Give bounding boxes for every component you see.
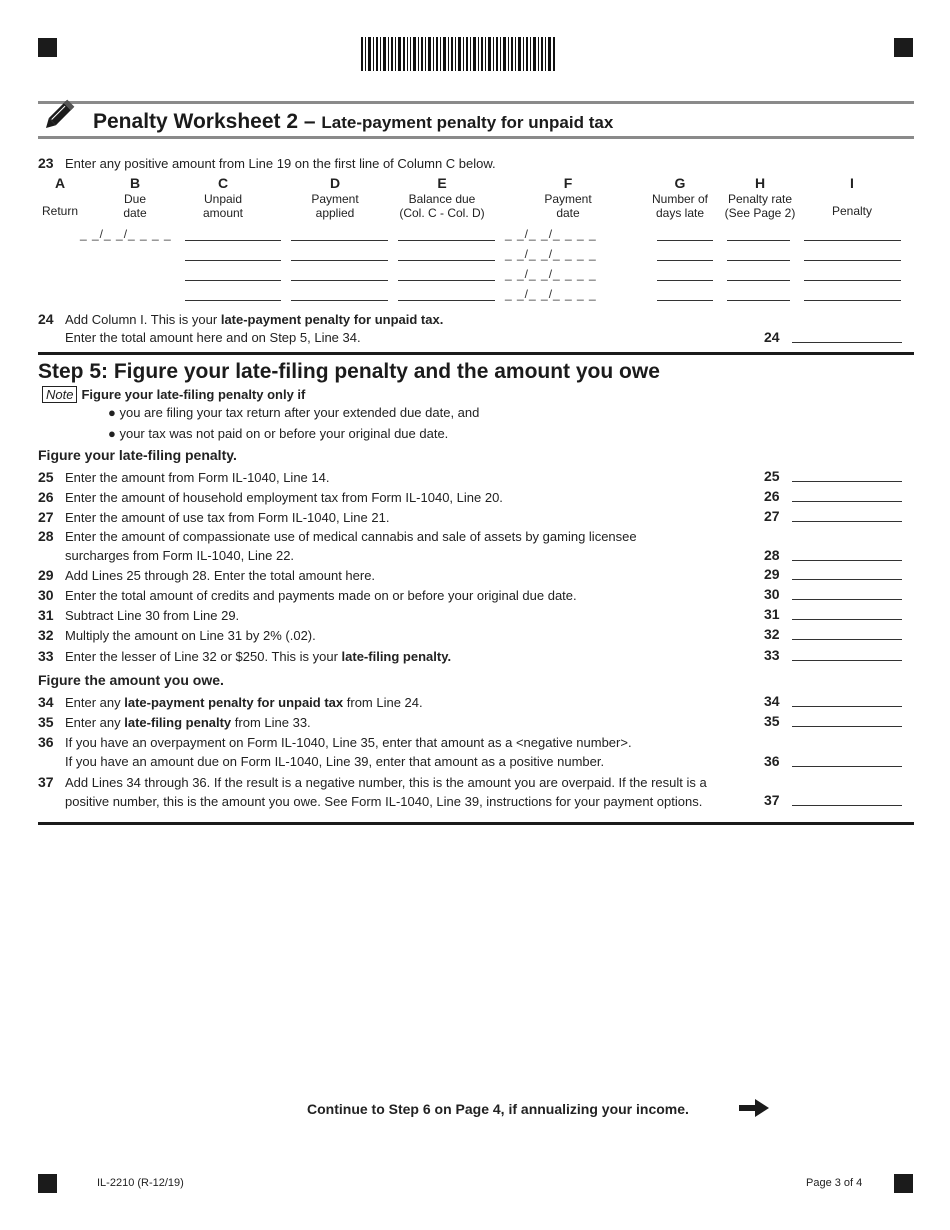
line-35-number-right: 35 (764, 713, 780, 729)
line-31-entry[interactable] (792, 619, 902, 620)
line-26-entry[interactable] (792, 501, 902, 502)
line-31 (38, 607, 239, 623)
column-label: Return (41, 204, 79, 218)
line-text: Enter the total amount of credits and payments made on or before your original due date. (65, 588, 577, 603)
line-text: Add Column I. This is your (65, 312, 221, 327)
column-label: Balance due (Col. C - Col. D) (399, 192, 485, 220)
line-number: 28 (38, 528, 54, 544)
line-24 (38, 311, 443, 327)
step5-rule (38, 352, 914, 355)
col-c-entry[interactable] (185, 280, 281, 281)
col-g-entry[interactable] (657, 300, 713, 301)
line-30-entry[interactable] (792, 599, 902, 600)
due-date-field[interactable]: _ _/_ _/_ _ _ _ (80, 227, 172, 241)
line-37-number-right: 37 (764, 792, 780, 808)
line-36-entry[interactable] (792, 766, 902, 767)
line-32-number-right: 32 (764, 626, 780, 642)
column-label: Penalty rate (See Page 2) (724, 192, 796, 220)
line-35-entry[interactable] (792, 726, 902, 727)
line-35: 35 Enter any late-filing penalty from Line 33. (38, 714, 311, 730)
line-27-number-right: 27 (764, 508, 780, 524)
line-text: Add Lines 25 through 28. Enter the total amount here. (65, 568, 376, 583)
line-34-number-right: 34 (764, 693, 780, 709)
column-label: Payment applied (311, 192, 359, 220)
col-i-entry[interactable] (804, 260, 901, 261)
line-24-number-right: 24 (764, 329, 780, 345)
barcode (361, 37, 555, 71)
column-header-f (508, 176, 628, 220)
line-29 (38, 567, 375, 583)
line-37 (38, 774, 707, 790)
worksheet-subtitle: Late-payment penalty for unpaid tax (321, 113, 614, 132)
line-37-continued: positive number, this is the amount you owe. See Form IL-1040, Line 39, instructions for your payment options. (65, 794, 703, 809)
line-29-number-right: 29 (764, 566, 780, 582)
header-rule-top (38, 101, 914, 104)
col-h-entry[interactable] (727, 240, 790, 241)
line-number: 25 (38, 469, 54, 485)
line-24-entry[interactable] (792, 342, 902, 343)
line-36 (38, 734, 632, 750)
line-text: If you have an overpayment on Form IL-1040, Line 35, enter that amount as a <negative number>. (65, 735, 632, 750)
column-letter: A (54, 175, 66, 191)
line-26-number-right: 26 (764, 488, 780, 504)
line-31-number-right: 31 (764, 606, 780, 622)
step5-note (42, 386, 305, 403)
line-32 (38, 627, 316, 643)
line-text: Enter the lesser of Line 32 or $250. This is your (65, 649, 342, 664)
line-number: 33 (38, 648, 54, 664)
payment-date-field[interactable]: _ _/_ _/_ _ _ _ (505, 287, 597, 301)
worksheet-title: Penalty Worksheet 2 – Late-payment penalty for unpaid tax (93, 110, 614, 133)
form-id: IL-2210 (R-12/19) (97, 1177, 184, 1189)
column-header-i (792, 176, 912, 218)
column-header-c (163, 176, 283, 220)
line-24-continued: Enter the total amount here and on Step 5, Line 34. (65, 330, 361, 345)
line-text: Multiply the amount on Line 31 by 2% (.02). (65, 628, 316, 643)
registration-mark-bottom-left (38, 1174, 57, 1193)
payment-date-field[interactable]: _ _/_ _/_ _ _ _ (505, 247, 597, 261)
col-g-entry[interactable] (657, 260, 713, 261)
line-number: 36 (38, 734, 54, 750)
line-text: Enter the amount of compassionate use of medical cannabis and sale of assets by gaming licensee (65, 529, 637, 544)
column-header-d (275, 176, 395, 220)
line-number: 32 (38, 627, 54, 643)
column-letter: C (217, 175, 229, 191)
col-h-entry[interactable] (727, 280, 790, 281)
col-d-entry[interactable] (291, 300, 388, 301)
column-label: Payment date (544, 192, 592, 220)
column-letter: F (563, 175, 573, 191)
col-i-entry[interactable] (804, 300, 901, 301)
column-letter: B (129, 175, 141, 191)
note-text: Figure your late-filing penalty only if (81, 387, 306, 402)
line-33-number-right: 33 (764, 647, 780, 663)
step5-title: Step 5: Figure your late-filing penalty and the amount you owe (38, 360, 660, 383)
col-d-entry[interactable] (291, 280, 388, 281)
line-text-bold: late-filing penalty. (341, 649, 452, 664)
line-number: 23 (38, 155, 54, 171)
column-header-e (382, 176, 502, 220)
col-e-entry[interactable] (398, 300, 495, 301)
column-label: Penalty (831, 204, 873, 218)
line-text: Enter the amount of use tax from Form IL-1040, Line 21. (65, 510, 390, 525)
page-number: Page 3 of 4 (806, 1177, 863, 1189)
col-c-entry[interactable] (185, 260, 281, 261)
line-33-entry[interactable] (792, 660, 902, 661)
line-25 (38, 469, 329, 485)
line-34: 34 Enter any late-payment penalty for unpaid tax from Line 24. (38, 694, 423, 710)
payment-date-field[interactable]: _ _/_ _/_ _ _ _ (505, 267, 597, 281)
line-number: 31 (38, 607, 54, 623)
payment-date-field[interactable]: _ _/_ _/_ _ _ _ (505, 227, 597, 241)
header-rule-bottom (38, 136, 914, 139)
line-number: 27 (38, 509, 54, 525)
line-33 (38, 648, 451, 664)
line-30-number-right: 30 (764, 586, 780, 602)
column-letter: H (754, 175, 766, 191)
line-number: 35 (38, 714, 54, 730)
col-d-entry[interactable] (291, 260, 388, 261)
line-36-number-right: 36 (764, 753, 780, 769)
column-letter: I (850, 175, 854, 191)
registration-mark-top-left (38, 38, 57, 57)
note-bullet-2: ● your tax was not paid on or before your original due date. (108, 426, 449, 441)
col-g-entry[interactable] (657, 240, 713, 241)
pencil-icon (38, 96, 78, 136)
line-26 (38, 489, 503, 505)
line-28 (38, 528, 637, 544)
continue-text: Continue to Step 6 on Page 4, if annualizing your income. (307, 1101, 689, 1117)
line-23 (38, 155, 496, 171)
section-end-rule (38, 822, 914, 825)
line-number: 26 (38, 489, 54, 505)
registration-mark-top-right (894, 38, 913, 57)
line-number: 37 (38, 774, 54, 790)
registration-mark-bottom-right (894, 1174, 913, 1193)
line-28-entry[interactable] (792, 560, 902, 561)
column-label: Number of days late (651, 192, 709, 220)
col-i-entry[interactable] (804, 240, 901, 241)
line-text: Enter any positive amount from Line 19 on the first line of Column C below. (65, 156, 496, 171)
col-h-entry[interactable] (727, 300, 790, 301)
line-36-continued: If you have an amount due on Form IL-1040, Line 39, enter that amount as a positive number. (65, 754, 605, 769)
line-28-continued: surcharges from Form IL-1040, Line 22. (65, 548, 295, 563)
line-number: 24 (38, 311, 54, 327)
line-25-entry[interactable] (792, 481, 902, 482)
line-text-bold: late-payment penalty for unpaid tax. (220, 312, 444, 327)
column-letter: G (674, 175, 686, 191)
col-d-entry[interactable] (291, 240, 388, 241)
line-30 (38, 587, 577, 603)
subhead-amount-owe: Figure the amount you owe. (38, 672, 224, 688)
col-e-entry[interactable] (398, 280, 495, 281)
line-32-entry[interactable] (792, 639, 902, 640)
note-bullet-1: ● you are filing your tax return after your extended due date, and (108, 405, 480, 420)
subhead-late-filing: Figure your late-filing penalty. (38, 447, 237, 463)
line-37-entry[interactable] (792, 805, 902, 806)
column-letter: E (437, 175, 447, 191)
line-number: 34 (38, 694, 54, 710)
col-e-entry[interactable] (398, 260, 495, 261)
line-28-number-right: 28 (764, 547, 780, 563)
column-letter: D (329, 175, 341, 191)
column-label: Unpaid amount (202, 192, 244, 220)
line-text: Add Lines 34 through 36. If the result is a negative number, this is the amount you are overpaid. If the result is a (65, 775, 707, 790)
line-text: Enter the amount of household employment tax from Form IL-1040, Line 20. (65, 490, 503, 505)
line-number: 29 (38, 567, 54, 583)
line-25-number-right: 25 (764, 468, 780, 484)
column-label: Due date (123, 192, 147, 220)
line-27 (38, 509, 389, 525)
note-label: Note (42, 386, 77, 403)
col-c-entry[interactable] (185, 300, 281, 301)
col-g-entry[interactable] (657, 280, 713, 281)
line-27-entry[interactable] (792, 521, 902, 522)
line-text: Enter the amount from Form IL-1040, Line 14. (65, 470, 330, 485)
col-i-entry[interactable] (804, 280, 901, 281)
col-e-entry[interactable] (398, 240, 495, 241)
line-number: 30 (38, 587, 54, 603)
line-text: Subtract Line 30 from Line 29. (65, 608, 240, 623)
line-34-entry[interactable] (792, 706, 902, 707)
col-c-entry[interactable] (185, 240, 281, 241)
line-29-entry[interactable] (792, 579, 902, 580)
col-h-entry[interactable] (727, 260, 790, 261)
right-arrow-icon (739, 1099, 769, 1117)
